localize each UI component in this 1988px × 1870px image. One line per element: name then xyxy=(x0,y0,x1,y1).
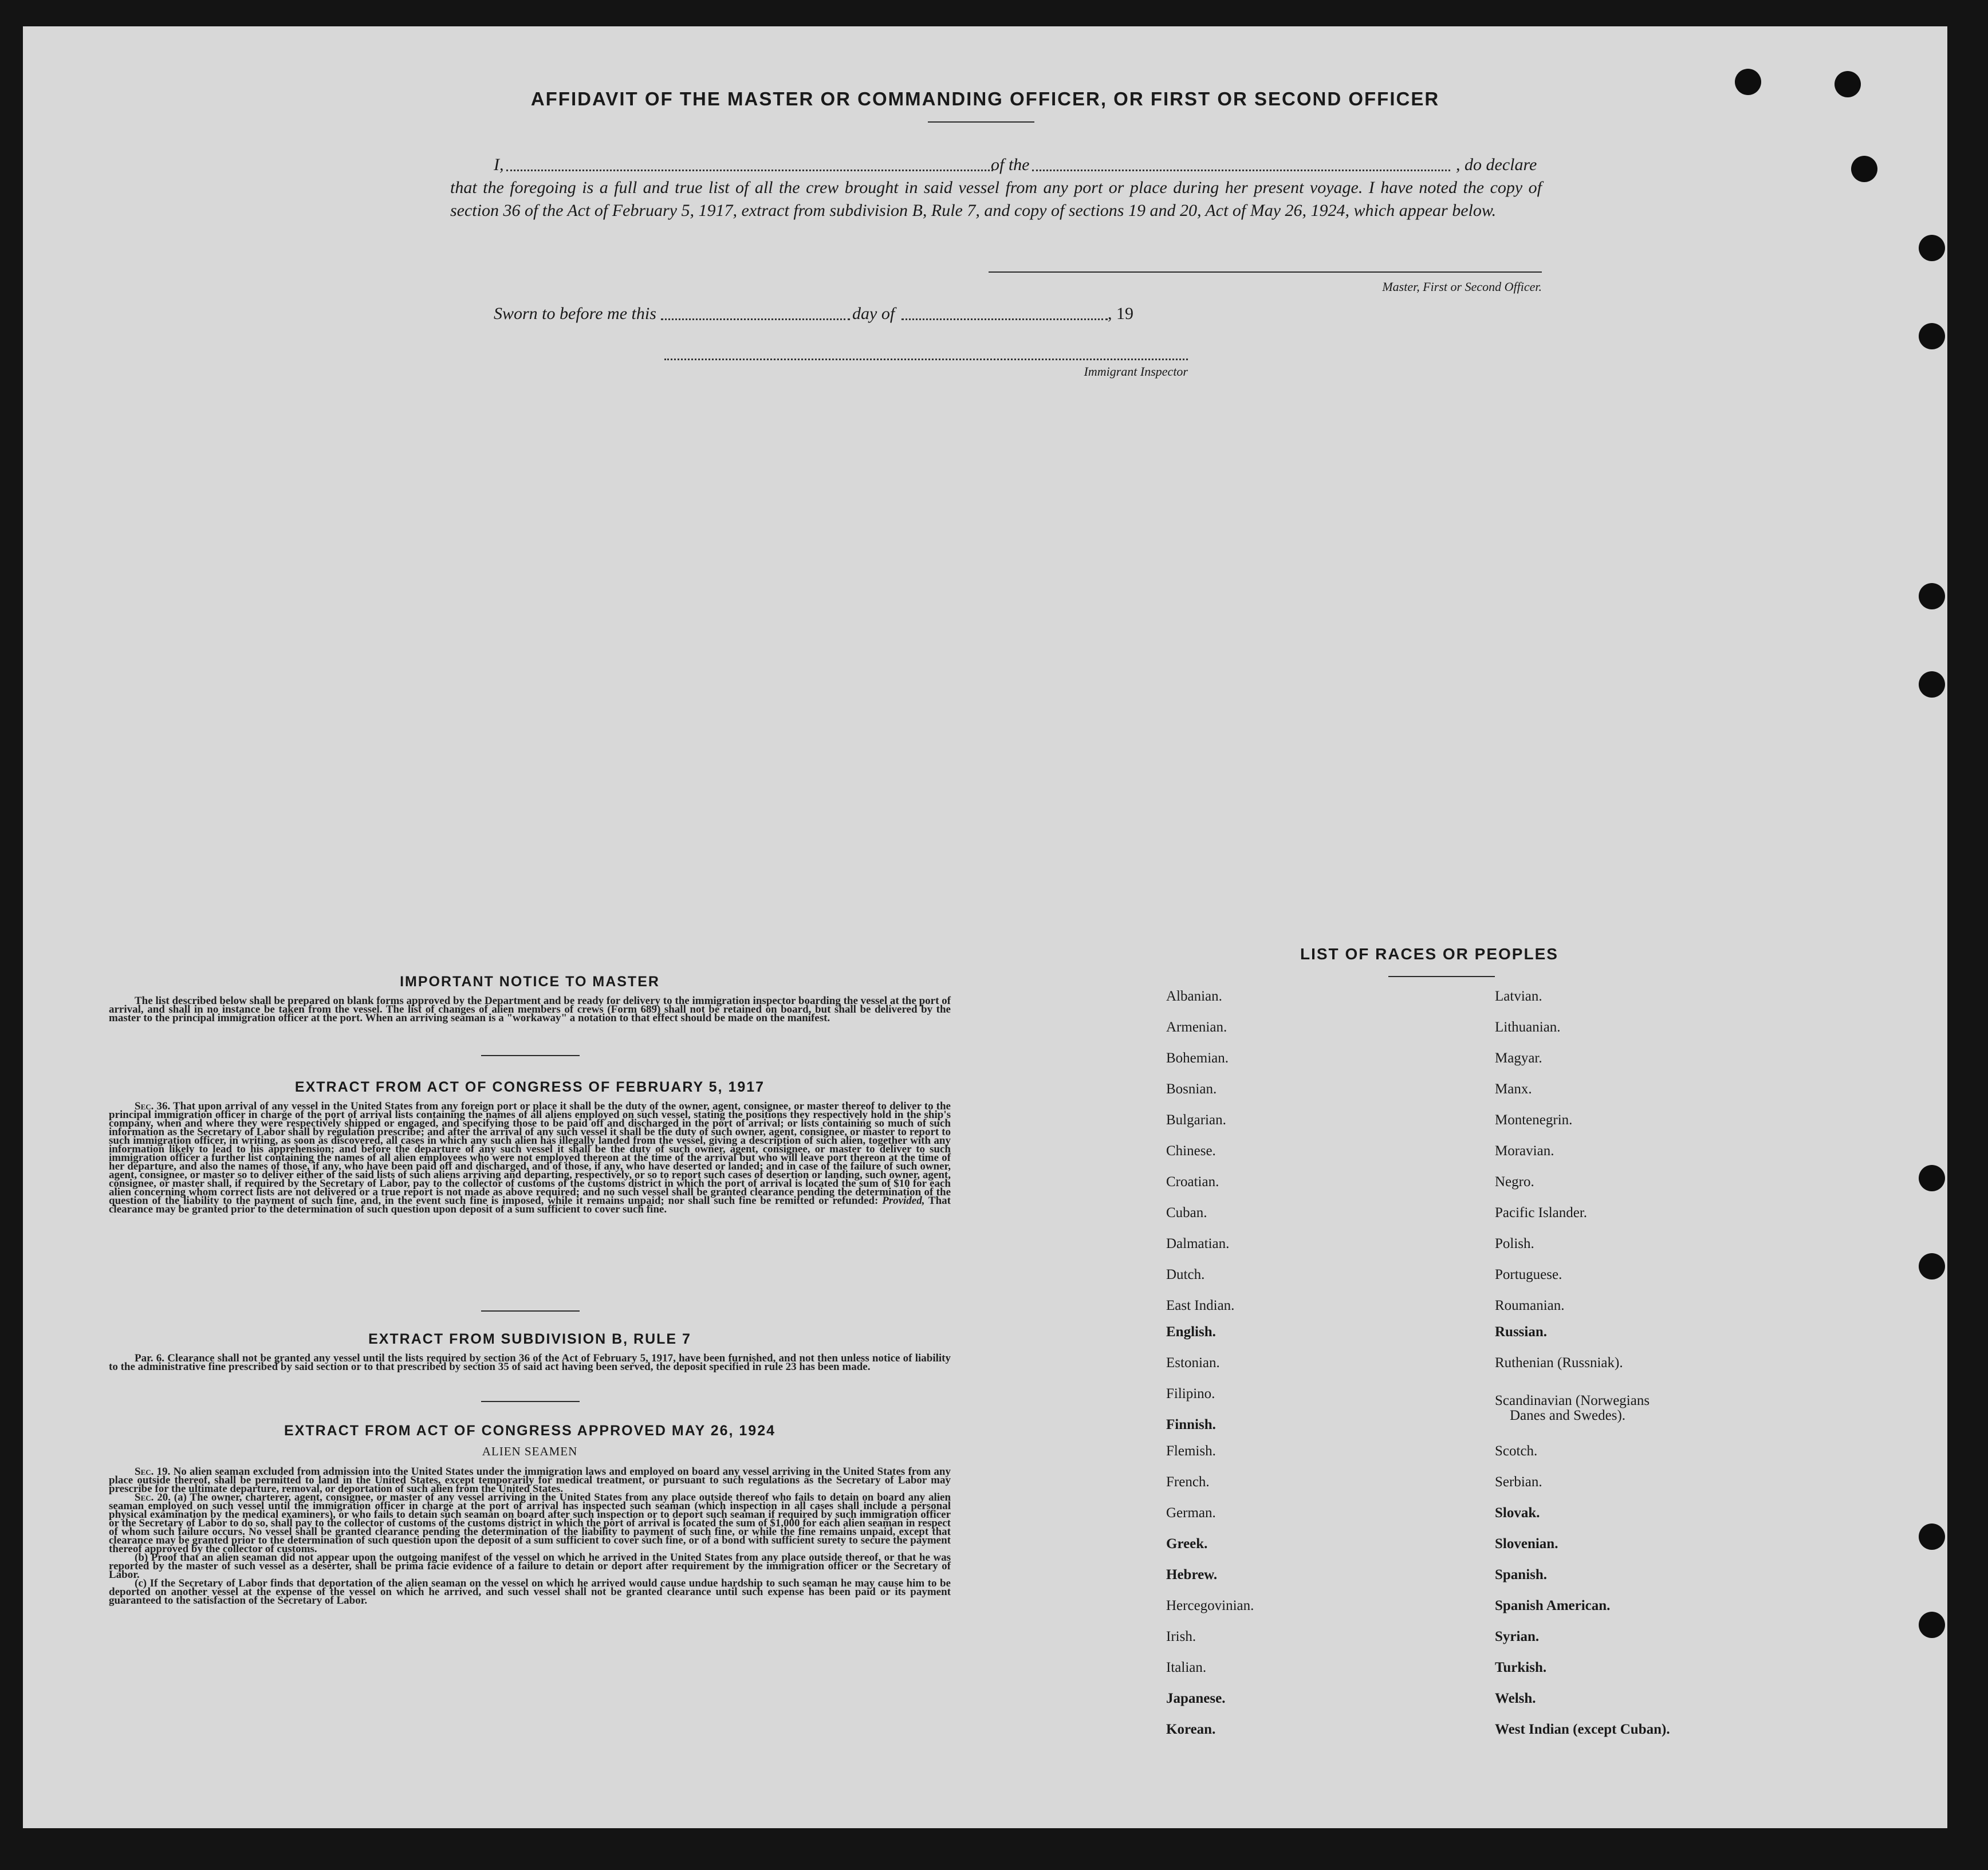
race-item: Polish. xyxy=(1495,1236,1534,1251)
punch-hole xyxy=(1919,235,1945,261)
vessel-field[interactable] xyxy=(1032,170,1450,171)
race-item: Finnish. xyxy=(1166,1417,1216,1432)
race-item: West Indian (except Cuban). xyxy=(1495,1722,1670,1737)
master-signature-line[interactable] xyxy=(989,271,1542,273)
race-item: Dutch. xyxy=(1166,1267,1205,1282)
punch-hole xyxy=(1919,1253,1945,1280)
race-item: Turkish. xyxy=(1495,1660,1547,1675)
sworn-line xyxy=(494,302,1181,325)
inspector-signature-label: Immigrant Inspector xyxy=(1084,364,1188,379)
extract-1924-text xyxy=(109,1467,951,1605)
race-item: Hercegovinian. xyxy=(1166,1598,1254,1613)
affidavit-of-the: of the xyxy=(991,155,1030,174)
race-item: English. xyxy=(1166,1324,1216,1340)
race-item: Scandinavian (Norwegians xyxy=(1495,1393,1650,1408)
inspector-signature-line[interactable] xyxy=(664,359,1188,360)
race-item: Serbian. xyxy=(1495,1474,1542,1490)
punch-hole xyxy=(1919,583,1945,609)
section-divider xyxy=(481,1310,580,1312)
affidavit-title: AFFIDAVIT OF THE MASTER OR COMMANDING OFFICER, OR FIRST OR SECOND OFFICER xyxy=(530,88,1440,109)
master-signature-label: Master, First or Second Officer. xyxy=(1382,279,1542,294)
race-item: Ruthenian (Russniak). xyxy=(1495,1355,1623,1371)
sworn-day-field[interactable] xyxy=(661,318,850,320)
race-item: Filipino. xyxy=(1166,1386,1215,1401)
sec-20-label: Sec. 20. xyxy=(135,1491,171,1503)
rule-7-title: EXTRACT FROM SUBDIVISION B, RULE 7 xyxy=(368,1331,691,1347)
sec-20c-text: (c) If the Secretary of Labor finds that deportation of the alien seaman on the vessel on which he arrived would cause undue hardship to such seaman he may cause him to be deported on another vessel at the expense of the vessel on which he arrived, and such vessel shall not be granted clearance until such expense has been paid or its payment guaranteed to the satisfaction of the Secretary of Labor. xyxy=(109,1577,951,1607)
races-title: LIST OF RACES OR PEOPLES xyxy=(1300,945,1558,963)
punch-hole xyxy=(1919,671,1945,698)
provided-word: Provided, xyxy=(882,1195,925,1207)
alien-seamen-subtitle: ALIEN SEAMEN xyxy=(482,1444,578,1458)
affidavit-body: that the foregoing is a full and true list of all the crew brought in said vessel from any port or place during her present voyage. I have noted the copy of section 36 of the Act of February 5, 1917, extract from subdivision B, Rule 7, and copy of sections 19 and 20, Act of May 26, 1924, which appear below. xyxy=(450,178,1542,220)
affidavit-i: I, xyxy=(494,155,504,174)
race-item: Hebrew. xyxy=(1166,1567,1218,1582)
race-item: Pacific Islander. xyxy=(1495,1205,1588,1221)
name-field[interactable] xyxy=(506,170,993,171)
race-item: French. xyxy=(1166,1474,1210,1490)
sec-19-text: No alien seaman excluded from admission into the United States under the immigration laws and employed on board any vessel arriving in the United States from any place outside thereof, shall be permitted to land in the United States, except temporarily for medical treatment, or pursuant to such regulations as the Secretary of Labor may prescribe for the ultimate departure, removal, or deportation of such alien from the United States. xyxy=(109,1466,951,1495)
punch-hole xyxy=(1851,156,1877,182)
race-item: Spanish American. xyxy=(1495,1598,1611,1613)
extract-1924-title: EXTRACT FROM ACT OF CONGRESS APPROVED MAY 26, 1924 xyxy=(284,1423,776,1439)
section-divider xyxy=(481,1055,580,1056)
sworn-day-of: day of xyxy=(852,304,895,323)
race-item: Cuban. xyxy=(1166,1205,1207,1221)
race-item: Manx. xyxy=(1495,1081,1532,1097)
affidavit-line-1 xyxy=(494,153,1542,176)
race-item: Roumanian. xyxy=(1495,1298,1565,1313)
extract-1917-text xyxy=(109,1102,951,1214)
form-sheet xyxy=(23,26,1947,1828)
race-item: Lithuanian. xyxy=(1495,1019,1561,1035)
race-item: Negro. xyxy=(1495,1174,1534,1190)
race-item: Bohemian. xyxy=(1166,1050,1229,1066)
notice-text: The list described below shall be prepared on blank forms approved by the Department and be ready for delivery to the immigration inspector boarding the vessel at the port of arrival, and shall in no instance be taken from the vessel. The list of changes of alien members of crews (Form 689) shall not be retained on board, but shall be delivered by the master to the principal immigration officer at the port. When an arriving seaman is a "workaway" a notation to that effect should be made on the manifest. xyxy=(109,995,951,1024)
race-item: Portuguese. xyxy=(1495,1267,1562,1282)
race-item: Estonian. xyxy=(1166,1355,1220,1371)
punch-hole xyxy=(1919,1612,1945,1638)
punch-hole xyxy=(1919,1523,1945,1550)
race-item: Bulgarian. xyxy=(1166,1112,1226,1128)
races-title-underline xyxy=(1388,976,1495,977)
race-item: Welsh. xyxy=(1495,1691,1536,1706)
race-item: Irish. xyxy=(1166,1629,1196,1644)
sec-36-text-end: That clearance may be granted prior to the determination of such question upon deposit of a sum sufficient to cover such fine. xyxy=(109,1195,951,1215)
race-item: Korean. xyxy=(1166,1722,1216,1737)
sworn-year: , 19 xyxy=(1108,304,1133,323)
race-item: Latvian. xyxy=(1495,989,1542,1004)
race-item: Russian. xyxy=(1495,1324,1548,1340)
race-item: Slovak. xyxy=(1495,1505,1540,1521)
race-item: Slovenian. xyxy=(1495,1536,1558,1552)
race-item: Armenian. xyxy=(1166,1019,1227,1035)
sec-36-label: Sec. 36. xyxy=(135,1100,171,1112)
affidavit-declare: , do declare xyxy=(1456,155,1537,174)
punch-hole xyxy=(1919,1165,1945,1191)
sec-19-label: Sec. 19. xyxy=(135,1466,171,1478)
extract-1917-title: EXTRACT FROM ACT OF CONGRESS OF FEBRUARY 5, 1917 xyxy=(294,1079,765,1095)
race-item: Dalmatian. xyxy=(1166,1236,1230,1251)
race-item: Magyar. xyxy=(1495,1050,1542,1066)
notice-title: IMPORTANT NOTICE TO MASTER xyxy=(400,974,660,990)
race-item: East Indian. xyxy=(1166,1298,1235,1313)
sec-20b-text: (b) Proof that an alien seaman did not appear upon the outgoing manifest of the vessel on which he arrived in the United States from any place outside thereof, or that he was reported by the master of such vessel as a deserter, shall be prima facie evidence of a failure to detain or deport after requirement by the immigration officer or the Secretary of Labor. xyxy=(109,1552,951,1581)
race-item: Syrian. xyxy=(1495,1629,1540,1644)
race-item: Flemish. xyxy=(1166,1443,1216,1459)
race-item: Montenegrin. xyxy=(1495,1112,1573,1128)
title-underline xyxy=(928,121,1034,123)
race-item: Spanish. xyxy=(1495,1567,1548,1582)
race-item: Bosnian. xyxy=(1166,1081,1217,1097)
punch-hole xyxy=(1919,323,1945,349)
race-item: Chinese. xyxy=(1166,1143,1216,1159)
sworn-label: Sworn to before me this xyxy=(494,304,656,323)
race-item: German. xyxy=(1166,1505,1216,1521)
race-item: Scotch. xyxy=(1495,1443,1538,1459)
rule-7-text: Par. 6. Clearance shall not be granted any vessel until the lists required by section 36 of the Act of February 5, 1917, have been furnished, and not then unless notice of liability to the administrative fine prescribed by said section or to that prescribed by section 35 of said act having been served, the deposit specified in rule 23 has been made. xyxy=(109,1352,951,1373)
sworn-month-field[interactable] xyxy=(902,318,1108,320)
race-item: Greek. xyxy=(1166,1536,1208,1552)
sec-20a-text: (a) The owner, charterer, agent, consignee, or master of any vessel arriving in the United States from any place outside thereof who fails to detain on board any alien seaman employed on such vessel until the immigration officer in charge at the port of arrival has inspected such seaman (which inspection in all cases shall include a personal physical examination by the medical examiners), or who fails to detain such seaman on board after such inspection or to deport such seaman if required by such immigration officer or the Secretary of Labor to do so, shall pay to the collector of customs of the customs district in which the port of arrival is located the sum of $1,000 for each alien seaman in respect of whom such failure occurs. No vessel shall be granted clearance pending the determination of the liability to payment of such fine, or while the fine remains unpaid, except that clearance may be granted prior to the determination of such question upon the deposit of a sum sufficient to cover such fine, or of a bond with sufficient surety to secure the payment thereof approved by the collector of customs. xyxy=(109,1491,951,1555)
race-item: Danes and Swedes). xyxy=(1510,1408,1626,1423)
race-item: Italian. xyxy=(1166,1660,1207,1675)
section-divider xyxy=(481,1401,580,1402)
race-item: Albanian. xyxy=(1166,989,1222,1004)
race-item: Moravian. xyxy=(1495,1143,1554,1159)
sec-36-text: That upon arrival of any vessel in the United States from any foreign port or place it shall be the duty of the owner, agent, consignee, or master thereof to deliver to the principal immigration officer in charge of the port of arrival lists containing the names of all aliens employed on such vessel, stating the positions they respectively hold in the ship's company, when and where they were respectively shipped or engaged, and specifying those to be paid off and discharged in the port of arrival; or lists containing so much of such information as the Secretary of Labor shall by regulation prescribe; and after the arrival of any such vessel it shall be the duty of such owner, agent, consignee, or master to report to such immigration officer, in writing, as soon as discovered, all cases in which any such alien has illegally landed from the vessel, giving a description of such alien, together with any information likely to lead to his apprehension; and before the departure of any such vessel it shall be the duty of such owner, agent, consignee, or master to deliver to such immigration officer a further list containing the names of all alien employees who were not employed thereon at the time of the arrival but who will leave port thereon at the time of her departure, and also the names of those, if any, who have been paid off and discharged, and of those, if any, who have deserted or landed; and in case of the failure of such owner, agent, consignee, or master so to deliver either of the said lists of such aliens arriving and departing, respectively, or so to report such cases of desertion or landing, such owner, agent, consignee, or master shall, if required by the Secretary of Labor, pay to the collector of customs of the customs district in which the port of arrival is located the sum of $10 for each alien concerning whom correct lists are not delivered or a true report is not made as above required; and no such vessel shall be granted clearance pending the determination of the question of the liability to the payment of such fine, and, in the event such fine is imposed, while it remains unpaid; nor shall such fine be remitted or refunded: xyxy=(109,1100,951,1207)
race-item: Croatian. xyxy=(1166,1174,1219,1190)
race-item: Japanese. xyxy=(1166,1691,1226,1706)
